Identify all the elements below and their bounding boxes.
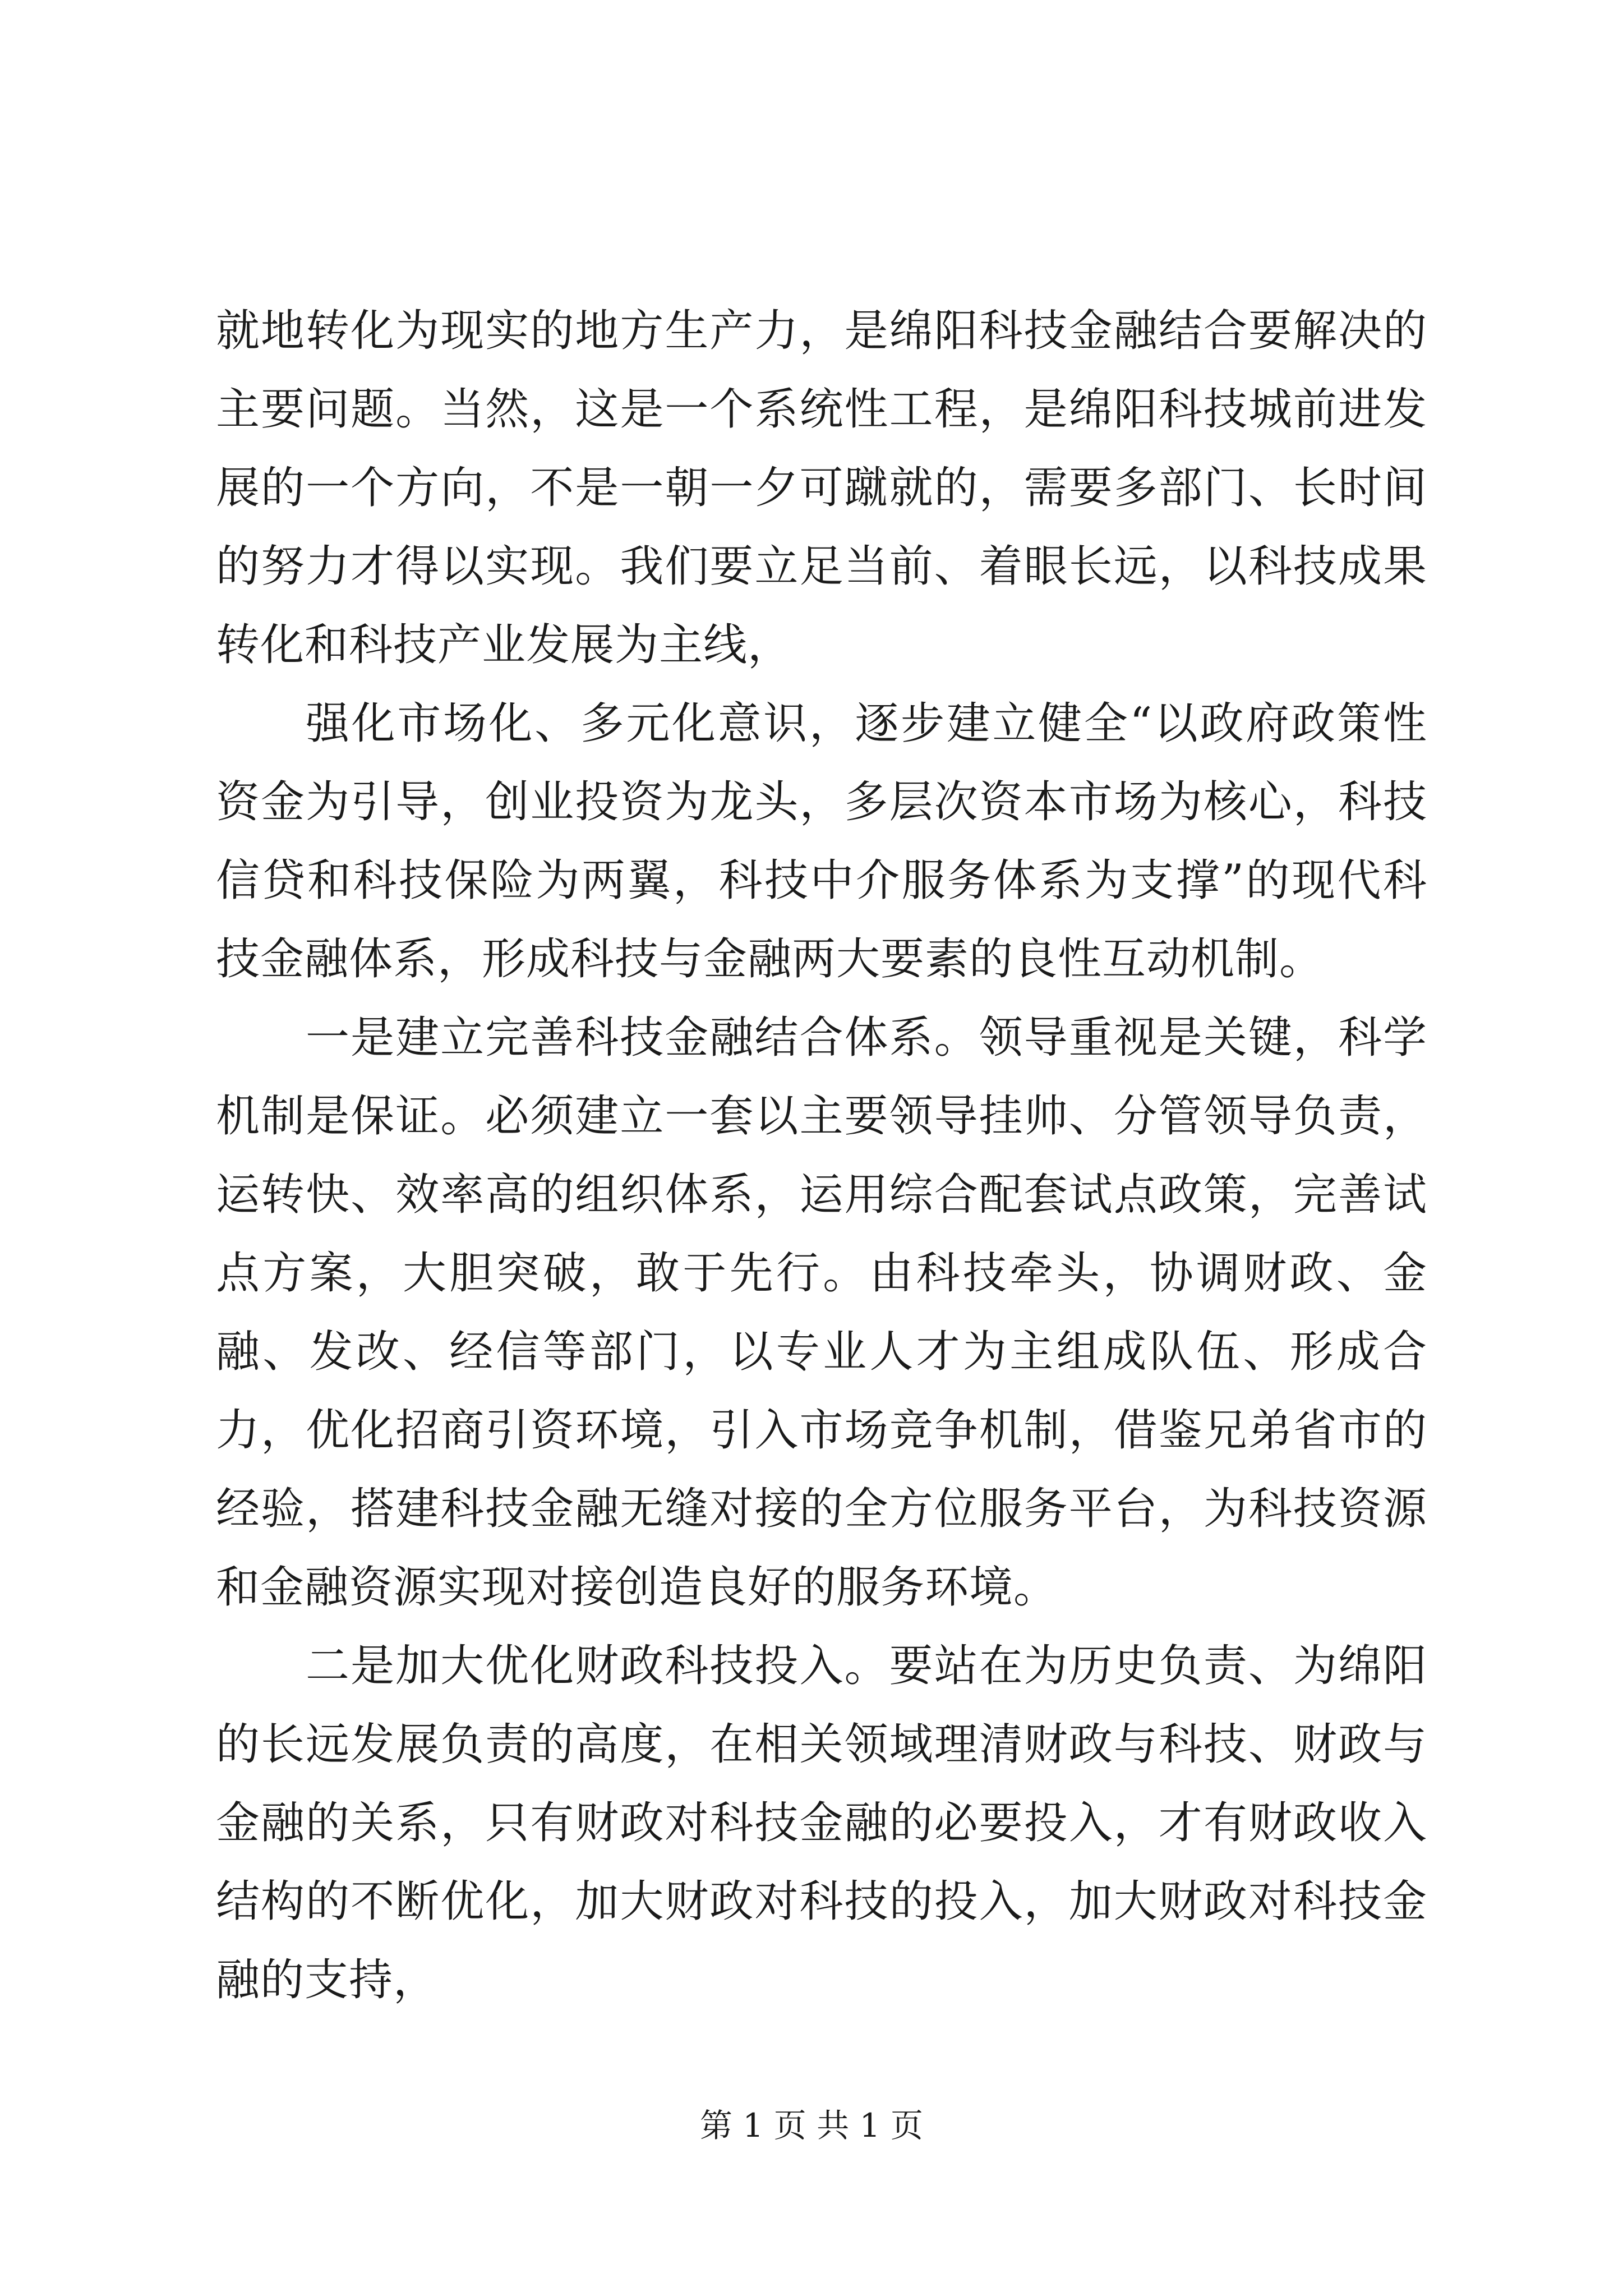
page-number-footer: 第 1 页 共 1 页 bbox=[700, 2106, 923, 2145]
document-body bbox=[216, 292, 1427, 2019]
paragraph-1: 就地转化为现实的地方生产力，是绵阳科技金融结合要解决的主要问题。当然，这是一个系统性工程，是绵阳科技城前进发展的一个方向，不是一朝一夕可蹴就的，需要多部门、长时间的努力才得以实现。我们要立足当前、着眼长远，以科技成果转化和科技产业发展为主线， bbox=[216, 306, 1427, 670]
paragraph-2: 强化市场化、多元化意识，逐步建立健全“以政府政策性资金为引导，创业投资为龙头，多层次资本市场为核心，科技信贷和科技保险为两翼，科技中介服务体系为支撑”的现代科技金融体系，形成科技与金融两大要素的良性互动机制。 bbox=[216, 698, 1427, 984]
paragraph-4: 二是加大优化财政科技投入。要站在为历史负责、为绵阳的长远发展负责的高度，在相关领域理清财政与科技、财政与金融的关系，只有财政对科技金融的必要投入，才有财政收入结构的不断优化，加大财政对科技的投入，加大财政对科技金融的支持， bbox=[216, 1641, 1427, 2005]
paragraph-3: 一是建立完善科技金融结合体系。领导重视是关键，科学机制是保证。必须建立一套以主要领导挂帅、分管领导负责，运转快、效率高的组织体系，运用综合配套试点政策，完善试点方案，大胆突破，敢于先行。由科技牵头，协调财政、金融、发改、经信等部门，以专业人才为主组成队伍、形成合力，优化招商引资环境，引入市场竞争机制，借鉴兄弟省市的经验，搭建科技金融无缝对接的全方位服务平台，为科技资源和金融资源实现对接创造良好的服务环境。 bbox=[216, 1013, 1427, 1613]
